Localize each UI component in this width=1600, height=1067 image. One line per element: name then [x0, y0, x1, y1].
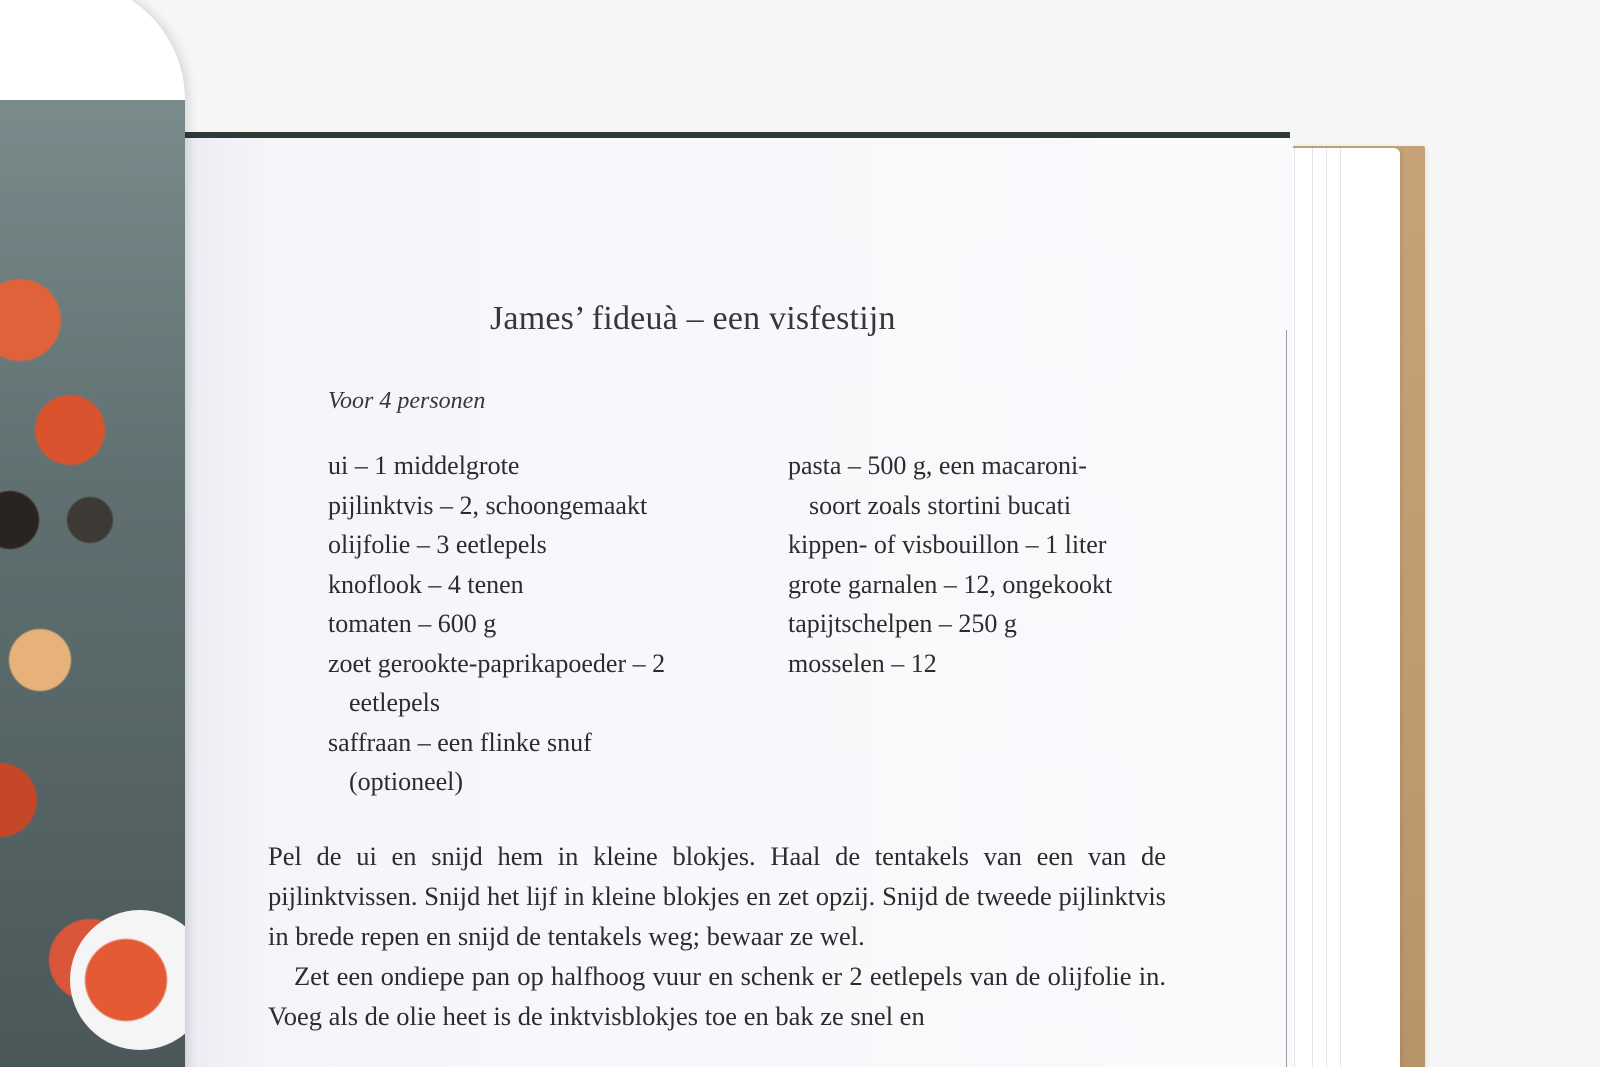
- ingredient-text: tomaten – 600 g: [328, 609, 497, 638]
- ingredient-item: [788, 565, 1112, 605]
- recipe-instructions: [268, 836, 1166, 1036]
- ingredient-text: olijfolie – 3 eetlepels: [328, 530, 547, 559]
- recipe-servings: Voor 4 personen: [328, 388, 486, 414]
- ingredient-item: [788, 446, 1112, 525]
- ingredient-item: [328, 723, 665, 802]
- ingredient-item: [328, 446, 665, 486]
- ingredient-text: ui – 1 middelgrote: [328, 451, 520, 480]
- ingredient-item: [328, 565, 665, 605]
- ingredient-text: pijlinktvis – 2, schoongemaakt: [328, 490, 648, 520]
- ingredient-item: [788, 525, 1112, 565]
- ingredient-text-continued: eetlepels: [349, 688, 440, 717]
- ingredient-item: [328, 644, 665, 723]
- ingredient-text: zoet gerookte-paprikapoeder – 2: [328, 648, 666, 678]
- ingredient-item: [788, 644, 1112, 684]
- ingredient-text: pasta – 500 g, een macaroni-: [788, 451, 1087, 480]
- ingredient-item: [788, 604, 1112, 644]
- ingredient-text: kippen- of visbouillon – 1 liter: [788, 530, 1107, 559]
- ingredient-text: saffraan – een flinke snuf: [328, 727, 592, 757]
- ingredient-text: mosselen – 12: [788, 648, 937, 678]
- left-page-photo: [0, 0, 185, 1067]
- ingredient-text-continued: (optioneel): [349, 767, 464, 796]
- ingredients-right-column: [788, 446, 1112, 683]
- ingredient-text-continued: soort zoals stortini bucati: [809, 490, 1072, 520]
- ingredient-item: [328, 604, 665, 644]
- recipe-title: James’ fideuà – een visfestijn: [490, 300, 896, 337]
- instruction-paragraph: Zet een ondiepe pan op halfhoog vuur en schenk er 2 eetlepels van de olijfolie in. Voeg als de olie heet is de inktvisblokjes toe en bak ze snel en: [268, 961, 1166, 1031]
- ingredient-text: knoflook – 4 tenen: [328, 569, 524, 599]
- instruction-paragraph: Pel de ui en snijd hem in kleine blokjes. Haal de tentakels van een van de pijlinktvissen. Snijd het lijf in kleine blokjes en zet opzij. Snijd de tweede pijlinktvis in brede repen en snijd de tentakels weg; bewaar ze wel.: [268, 841, 1166, 951]
- ingredient-text: grote garnalen – 12, ongekookt: [788, 569, 1113, 599]
- ingredient-text: tapijtschelpen – 250 g: [788, 609, 1017, 638]
- page-edge-line: [1286, 330, 1287, 1067]
- ingredients-left-column: [328, 446, 665, 802]
- ingredient-item: [328, 486, 665, 526]
- ingredient-item: [328, 525, 665, 565]
